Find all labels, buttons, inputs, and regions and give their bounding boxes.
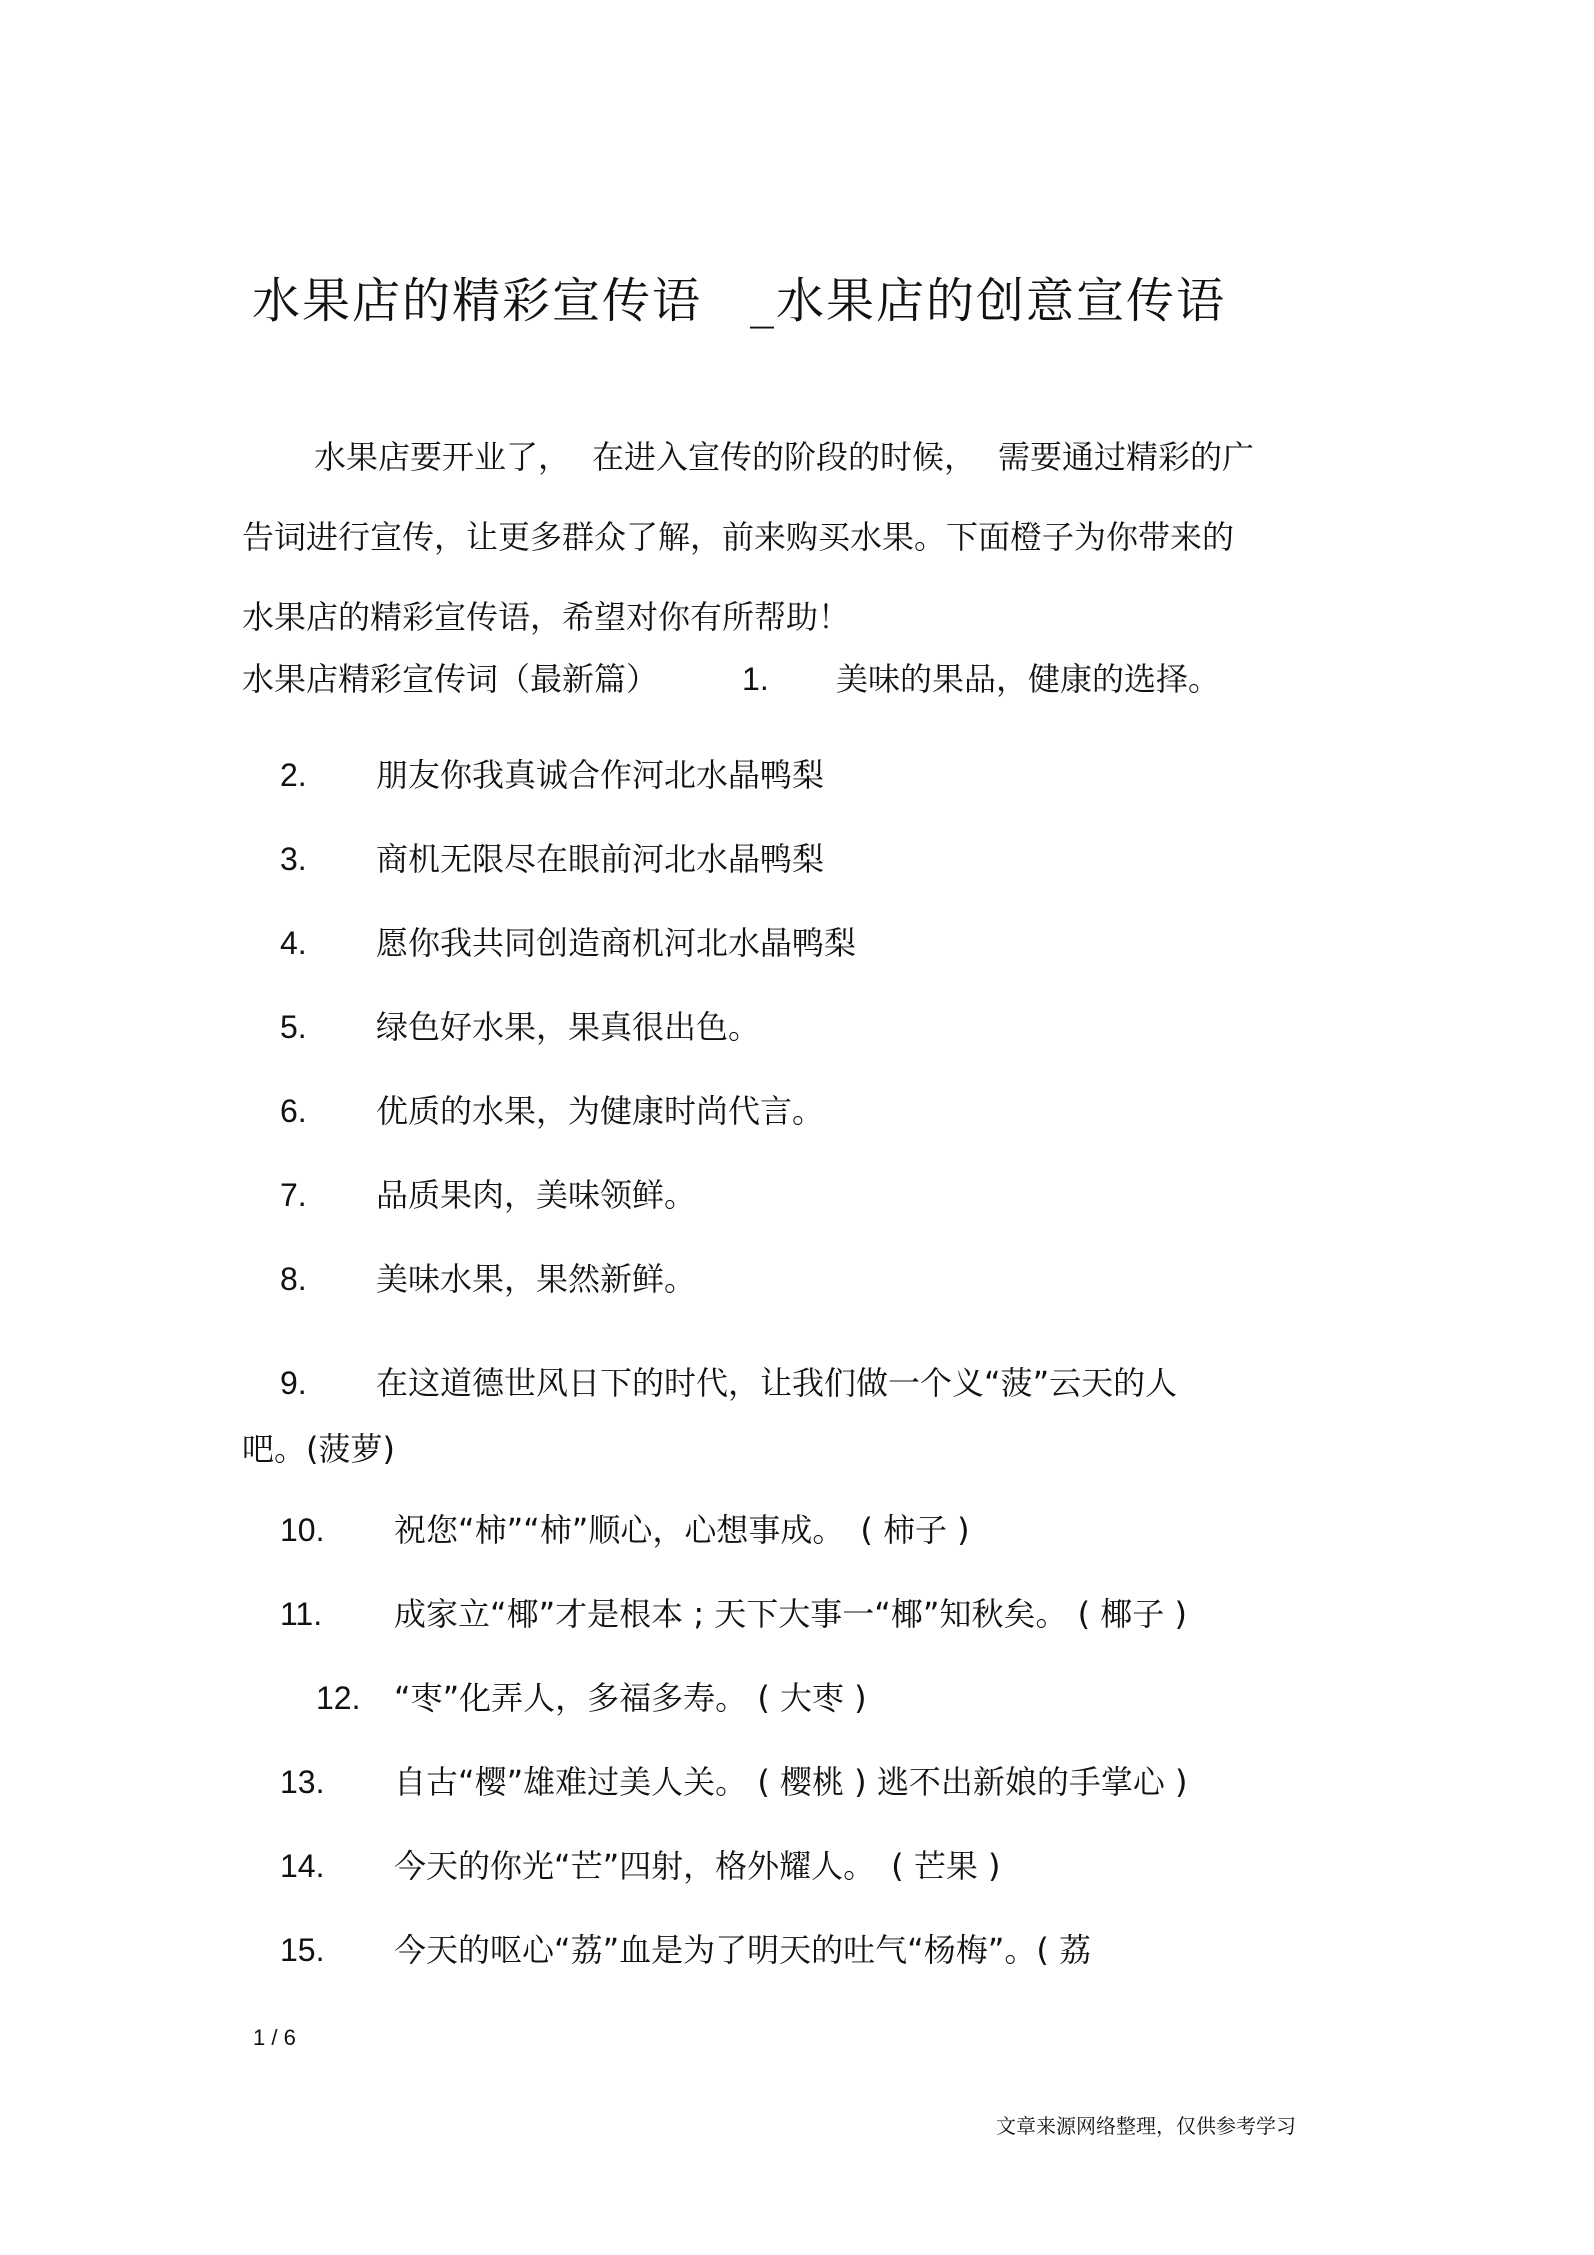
item-text: 自古“樱”雄难过美人关。 ( 樱桃 ) 逃不出新娘的手掌心 ) xyxy=(394,1763,1188,1801)
item-number: 10. xyxy=(280,1512,325,1548)
item-number: 1. xyxy=(742,661,769,697)
item-number: 6. xyxy=(280,1093,307,1129)
list-item xyxy=(280,1086,824,1132)
list-item xyxy=(280,1925,1091,1971)
item-number: 13. xyxy=(280,1764,325,1800)
document-title xyxy=(252,262,1226,331)
item-number: 7. xyxy=(280,1177,307,1213)
item-text: 美味水果，果然新鲜。 xyxy=(376,1260,697,1298)
list-item xyxy=(280,1841,1000,1887)
footer-note: 文章来源网络整理，仅供参考学习 xyxy=(996,2114,1296,2138)
title-part-2: _水果店的创意宣传语 xyxy=(750,273,1227,329)
intro-line: 告词进行宣传，让更多群众了解，前来购买水果。下面橙子为你带来的 xyxy=(242,518,1235,556)
list-item xyxy=(280,1589,1187,1635)
item-text: 品质果肉，美味领鲜。 xyxy=(376,1176,697,1214)
item-text: 今天的你光“芒”四射，格外耀人。 ( 芒果 ) xyxy=(394,1847,1001,1885)
item-number: 11. xyxy=(280,1596,323,1632)
list-item-continuation: 吧。(菠萝) xyxy=(242,1430,395,1468)
item-text: 商机无限尽在眼前河北水晶鸭梨 xyxy=(376,840,825,878)
item-number: 3. xyxy=(280,841,307,877)
list-item xyxy=(280,834,824,880)
list-item xyxy=(280,1358,1177,1404)
list-item xyxy=(280,1757,1187,1803)
item-text: 朋友你我真诚合作河北水晶鸭梨 xyxy=(376,756,825,794)
list-item xyxy=(280,918,856,964)
intro-line: 水果店要开业了， 在进入宣传的阶段的时候， 需要通过精彩的广 xyxy=(314,438,1255,476)
item-text: 愿你我共同创造商机河北水晶鸭梨 xyxy=(376,924,857,962)
item-text: 祝您“柿”“柿”顺心，心想事成。 ( 柿子 ) xyxy=(394,1511,970,1549)
item-number: 4. xyxy=(280,925,307,961)
item-number: 8. xyxy=(280,1261,307,1297)
item-number: 9. xyxy=(280,1365,307,1401)
item-number: 2. xyxy=(280,757,307,793)
item-number: 12. xyxy=(316,1680,361,1716)
item-text: 在这道德世风日下的时代，让我们做一个义“菠”云天的人 xyxy=(376,1364,1178,1402)
item-number: 14. xyxy=(280,1848,325,1884)
intro-paragraph xyxy=(242,417,1342,657)
list-item xyxy=(316,1673,867,1719)
item-text: “枣”化弄人，多福多寿。 ( 大枣 ) xyxy=(394,1679,867,1717)
item-text: 美味的果品，健康的选择。 xyxy=(836,660,1221,698)
item-text: 优质的水果，为健康时尚代言。 xyxy=(376,1092,825,1130)
section-heading: 水果店精彩宣传词（最新篇） xyxy=(242,660,659,698)
list-item xyxy=(280,1254,696,1300)
item-text: 绿色好水果，果真很出色。 xyxy=(376,1008,761,1046)
item-text: 成家立“椰”才是根本 ; 天下大事一“椰”知秋矣。 ( 椰子 ) xyxy=(394,1595,1187,1633)
list-item xyxy=(280,1002,760,1048)
list-item xyxy=(280,1505,970,1551)
page-number: 1 / 6 xyxy=(253,2025,296,2050)
list-item xyxy=(280,1170,696,1216)
intro-line: 水果店的精彩宣传语，希望对你有所帮助！ xyxy=(242,598,851,636)
item-number: 5. xyxy=(280,1009,307,1045)
title-part-1: 水果店的精彩宣传语 xyxy=(252,273,703,329)
list-item xyxy=(280,750,824,796)
item-text: 今天的呕心“荔”血是为了明天的吐气“杨梅”。( 荔 xyxy=(394,1931,1091,1969)
section-heading-line xyxy=(242,654,1220,700)
item-number: 15. xyxy=(280,1932,325,1968)
